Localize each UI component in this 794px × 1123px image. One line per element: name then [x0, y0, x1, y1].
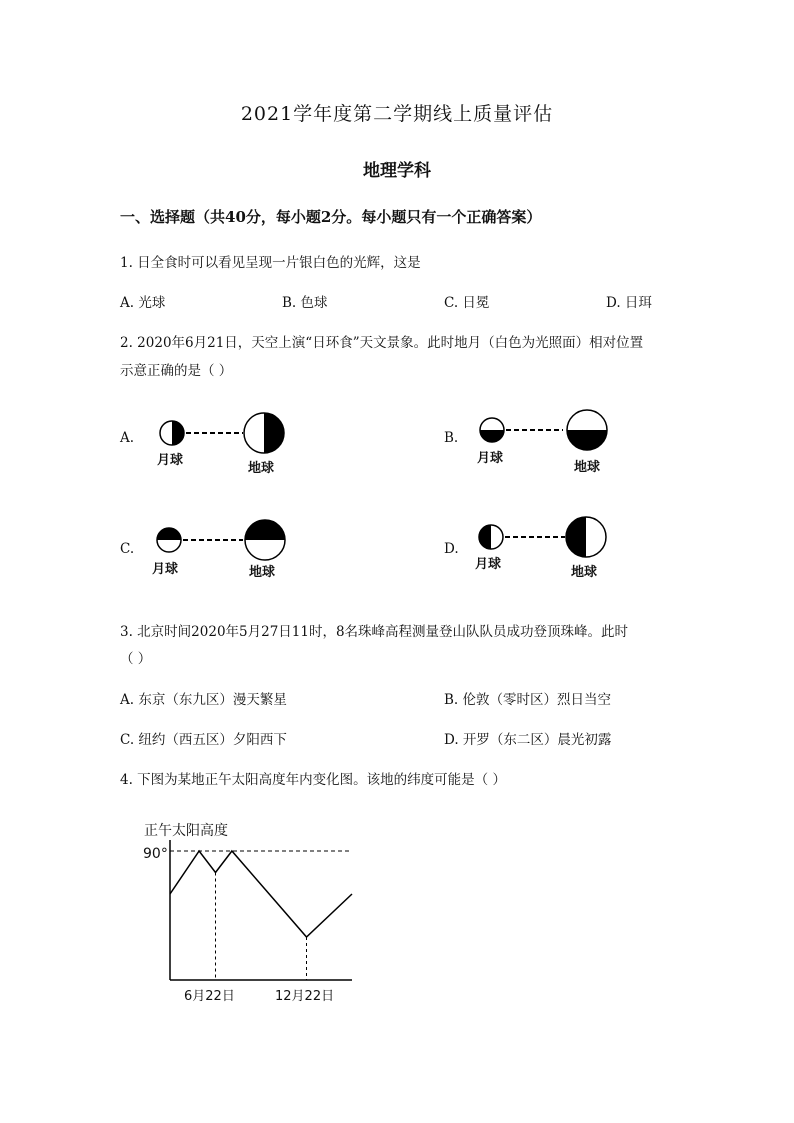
- section-heading: 一、选择题（共40分，每小题2分。每小题只有一个正确答案）: [120, 208, 542, 226]
- question-2-stem-line1: 2. 2020年6月21日，天空上演“日环食”天文景象。此时地月（白色为光照面）相对位置: [120, 335, 644, 351]
- question-1-option-b: B. 色球: [282, 295, 328, 311]
- question-3-option-c: C. 纽约（西五区）夕阳西下: [120, 732, 287, 748]
- question-4-stem: 4. 下图为某地正午太阳高度年内变化图。该地的纬度可能是（ ）: [120, 772, 506, 788]
- chart-y-tick-90: 90°: [143, 846, 168, 862]
- noon-sun-altitude-chart: [140, 830, 370, 990]
- q2-option-c-letter: C.: [120, 541, 135, 557]
- q2-option-a-earth-label: 地球: [248, 461, 275, 476]
- chart-x-tick-jun22: 6月22日: [184, 989, 235, 1004]
- q2-option-b-earth-label: 地球: [574, 460, 601, 475]
- subject-title: 地理学科: [363, 161, 431, 181]
- question-3-option-d: D. 开罗（东二区）晨光初露: [444, 732, 612, 748]
- chart-x-tick-dec22: 12月22日: [275, 989, 335, 1004]
- question-3-stem-line2: （ ）: [120, 651, 152, 667]
- q2-option-a-letter: A.: [120, 430, 135, 446]
- question-3-stem-line1: 3. 北京时间2020年5月27日11时，8名珠峰高程测量登山队队员成功登顶珠峰。此时: [120, 624, 629, 640]
- q2-option-c-moon-label: 月球: [152, 562, 179, 577]
- question-3-option-b: B. 伦敦（零时区）烈日当空: [444, 692, 612, 708]
- page-title: 2021学年度第二学期线上质量评估: [240, 103, 554, 125]
- q2-option-d-earth-label: 地球: [571, 565, 598, 580]
- chart-ylabel: 正午太阳高度: [144, 823, 228, 839]
- q2-option-d-moon-label: 月球: [475, 557, 502, 572]
- question-1-option-d: D. 日珥: [606, 295, 652, 311]
- question-2-stem-line2: 示意正确的是（ ）: [120, 363, 233, 379]
- q2-option-d-letter: D.: [444, 541, 459, 557]
- q2-option-c-earth-label: 地球: [249, 565, 276, 580]
- q2-option-a-moon-label: 月球: [157, 453, 184, 468]
- question-1-stem: 1. 日全食时可以看见呈现一片银白色的光辉，这是: [120, 255, 421, 271]
- q2-option-b-letter: B.: [444, 430, 459, 446]
- question-1-option-c: C. 日冕: [444, 295, 490, 311]
- q2-option-b-moon-label: 月球: [477, 451, 504, 466]
- question-3-option-a: A. 东京（东九区）漫天繁星: [120, 692, 287, 708]
- question-1-option-a: A. 光球: [120, 295, 166, 311]
- altitude-series-line: [170, 851, 352, 937]
